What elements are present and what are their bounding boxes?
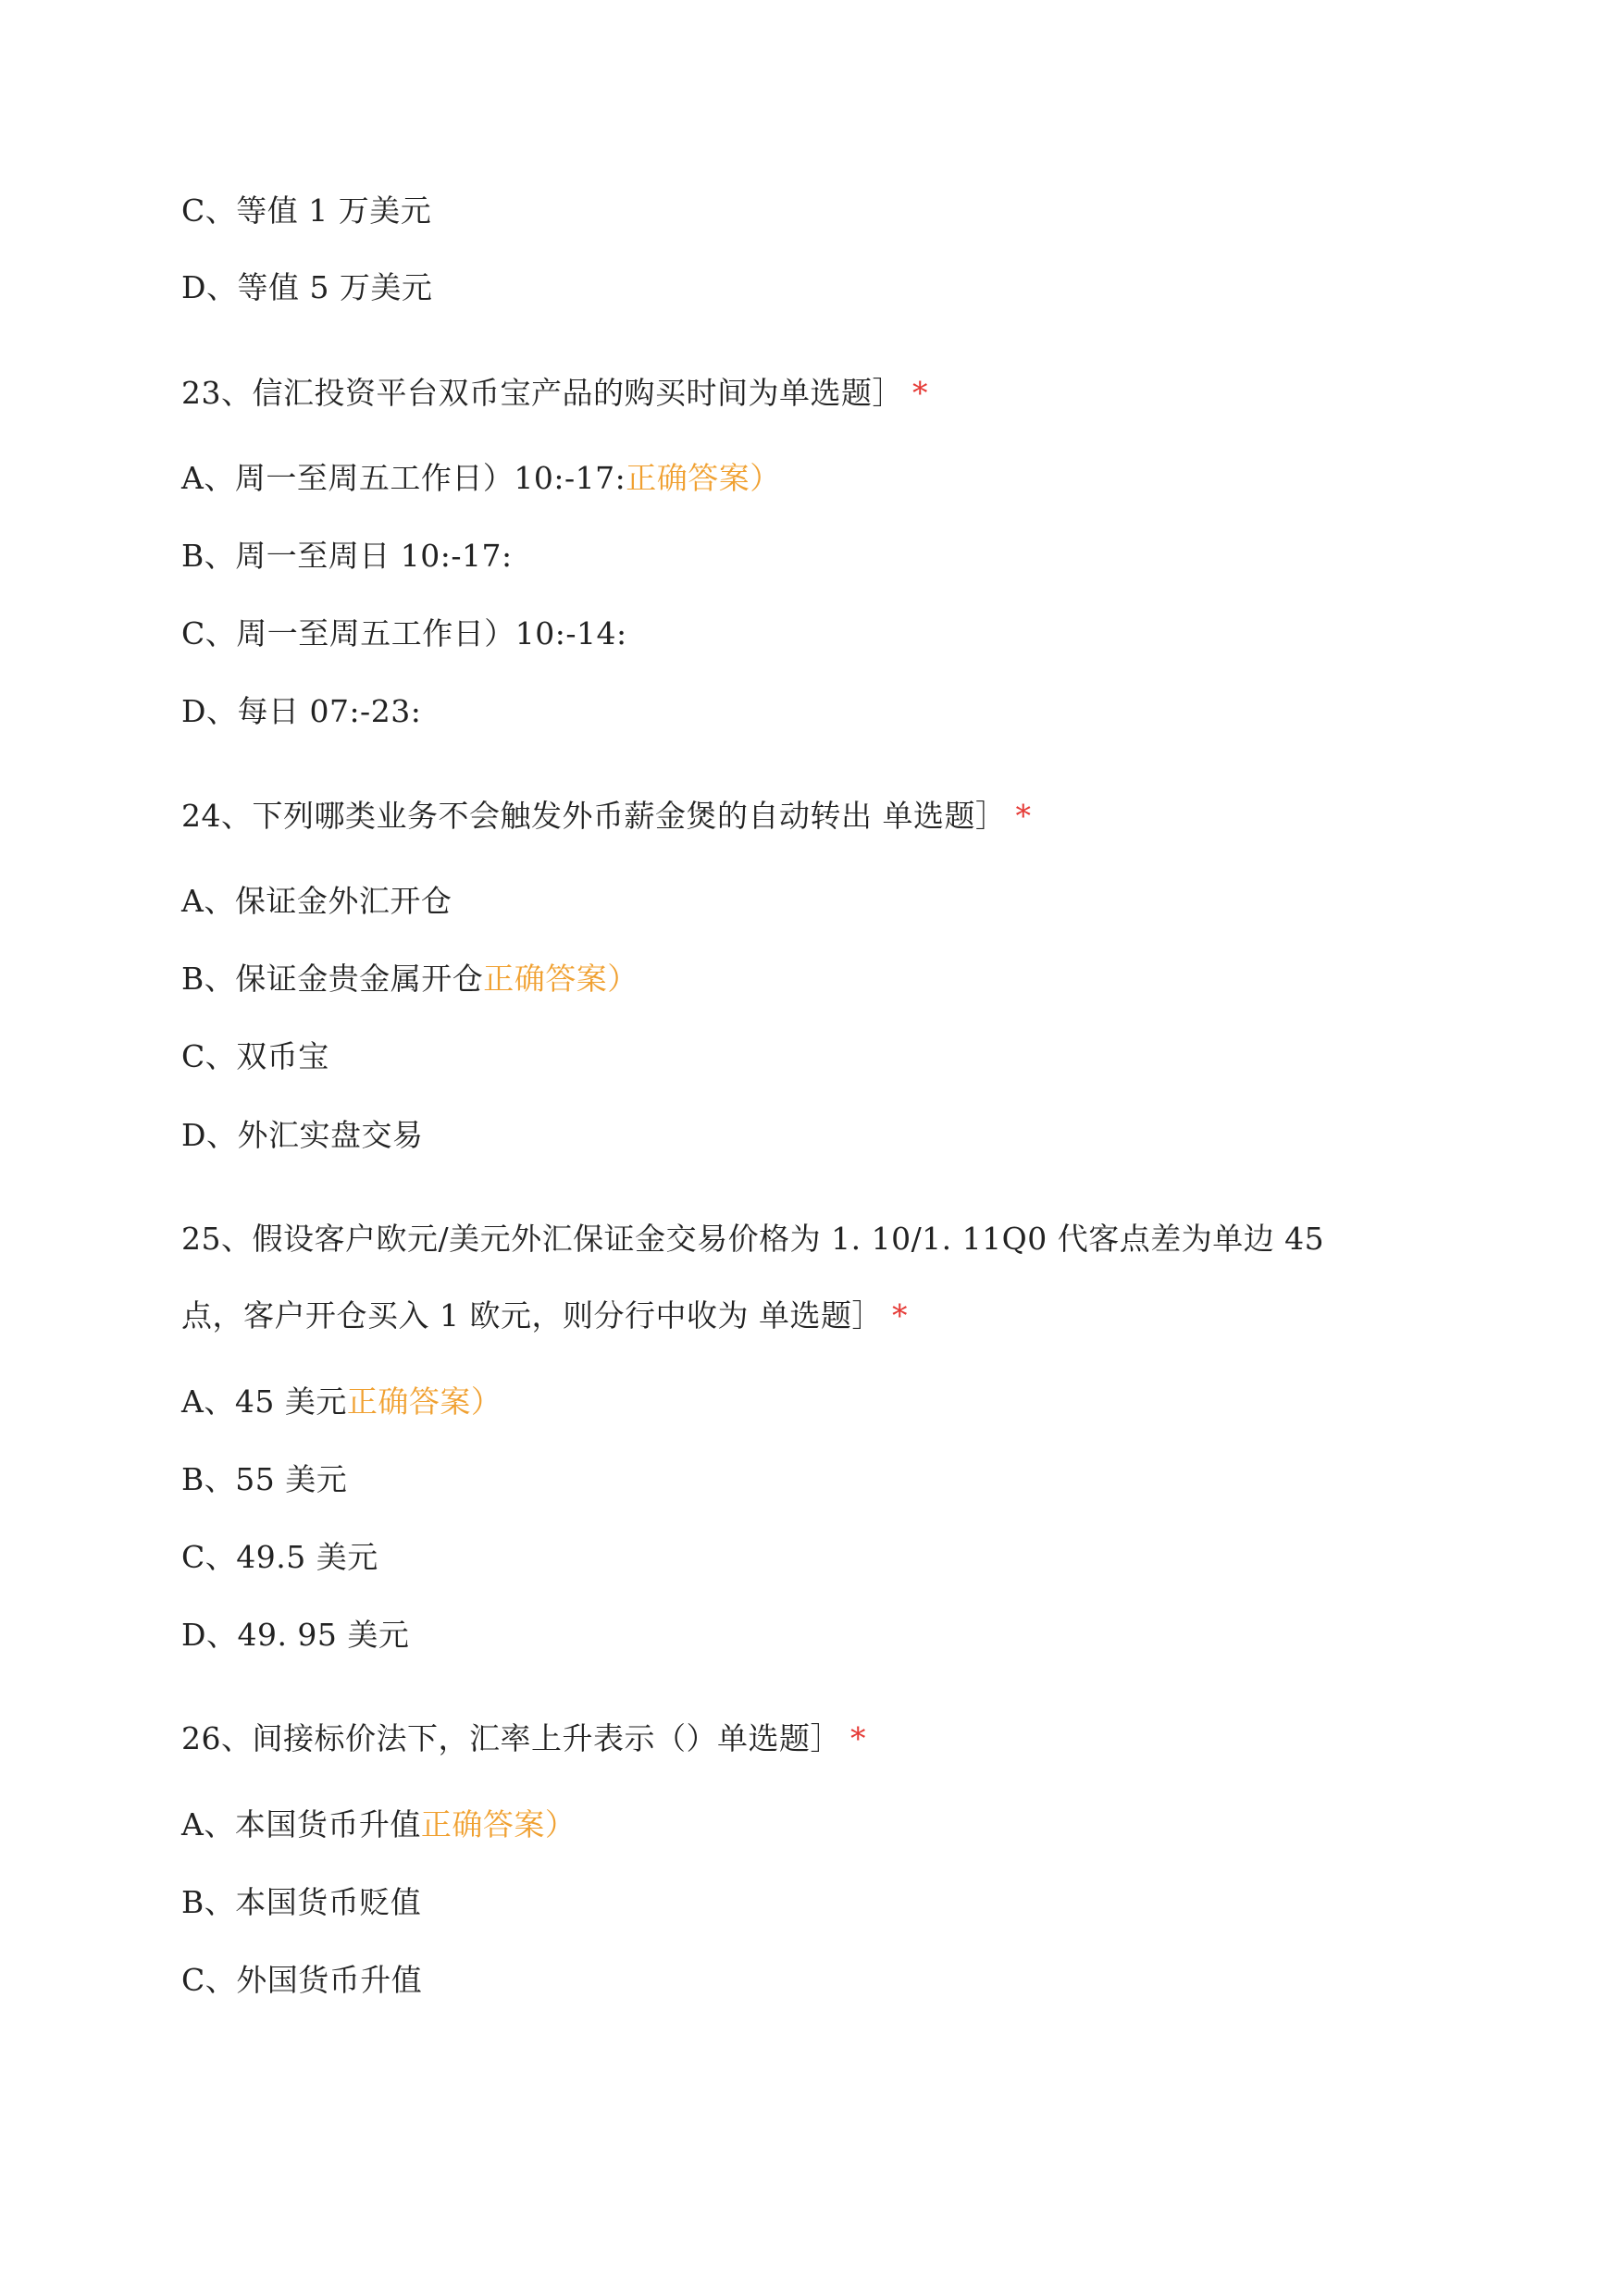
option-text: D、等值 5 万美元 <box>181 269 433 305</box>
correct-answer-label: 正确答案） <box>420 1806 576 1842</box>
option-text: B、本国货币贬值 <box>181 1884 422 1920</box>
option-text: C、周一至周五工作日）10:-14: <box>181 615 627 651</box>
option-text: D、外汇实盘交易 <box>181 1117 424 1153</box>
q25-option-a <box>181 1382 502 1422</box>
q24-option-c <box>181 1036 329 1077</box>
q25-question-line1 <box>181 1219 1324 1259</box>
required-asterisk: * <box>850 1720 866 1756</box>
option-text: B、周一至周日 10:-17: <box>181 538 513 574</box>
question-text: 24、下列哪类业务不会触发外币薪金煲的自动转出 单选题］ <box>181 798 1007 834</box>
q26-question <box>181 1718 866 1759</box>
q22-option-c <box>181 191 431 231</box>
q23-option-c <box>181 614 627 654</box>
q25-option-d <box>181 1615 409 1656</box>
q24-option-d <box>181 1115 423 1156</box>
q24-option-a <box>181 881 452 922</box>
option-text: C、外国货币升值 <box>181 1962 423 1998</box>
q23-option-a <box>181 458 781 499</box>
q23-question <box>181 373 928 414</box>
question-text: 26、间接标价法下，汇率上升表示（）单选题］ <box>181 1720 841 1756</box>
required-asterisk: * <box>891 1297 908 1334</box>
option-text: C、等值 1 万美元 <box>181 192 432 229</box>
option-text: A、45 美元 <box>181 1383 347 1420</box>
question-text: 23、信汇投资平台双币宝产品的购买时间为单选题］ <box>181 375 903 411</box>
option-text: D、每日 07:-23: <box>181 693 422 729</box>
option-text: A、周一至周五工作日）10:-17: <box>181 460 626 496</box>
correct-answer-label: 正确答案） <box>626 460 781 496</box>
option-text: A、保证金外汇开仓 <box>181 883 452 919</box>
q26-option-c <box>181 1960 422 2001</box>
option-text: A、本国货币升值 <box>181 1806 421 1842</box>
required-asterisk: * <box>912 375 928 411</box>
correct-answer-label: 正确答案） <box>346 1383 502 1420</box>
correct-answer-label: 正确答案） <box>483 961 638 997</box>
q24-question <box>181 796 1031 837</box>
q23-option-d <box>181 691 421 732</box>
q23-option-b <box>181 536 513 577</box>
option-text: C、49.5 美元 <box>181 1539 378 1575</box>
required-asterisk: * <box>1015 798 1032 834</box>
q22-option-d <box>181 267 432 308</box>
option-text: B、保证金贵金属开仓 <box>181 961 484 997</box>
q26-option-b <box>181 1882 421 1923</box>
q25-option-b <box>181 1459 347 1500</box>
option-text: D、49. 95 美元 <box>181 1617 410 1653</box>
option-text: B、55 美元 <box>181 1461 348 1497</box>
q24-option-b <box>181 959 638 999</box>
q25-question-line2 <box>181 1296 908 1336</box>
question-text: 25、假设客户欧元/美元外汇保证金交易价格为 1. 10/1. 11Q0 代客点差为单边 45 <box>181 1221 1325 1257</box>
q26-option-a <box>181 1805 576 1845</box>
question-text: 点，客户开仓买入 1 欧元，则分行中收为 单选题］ <box>181 1297 883 1334</box>
option-text: C、双币宝 <box>181 1038 329 1074</box>
q25-option-c <box>181 1537 378 1578</box>
